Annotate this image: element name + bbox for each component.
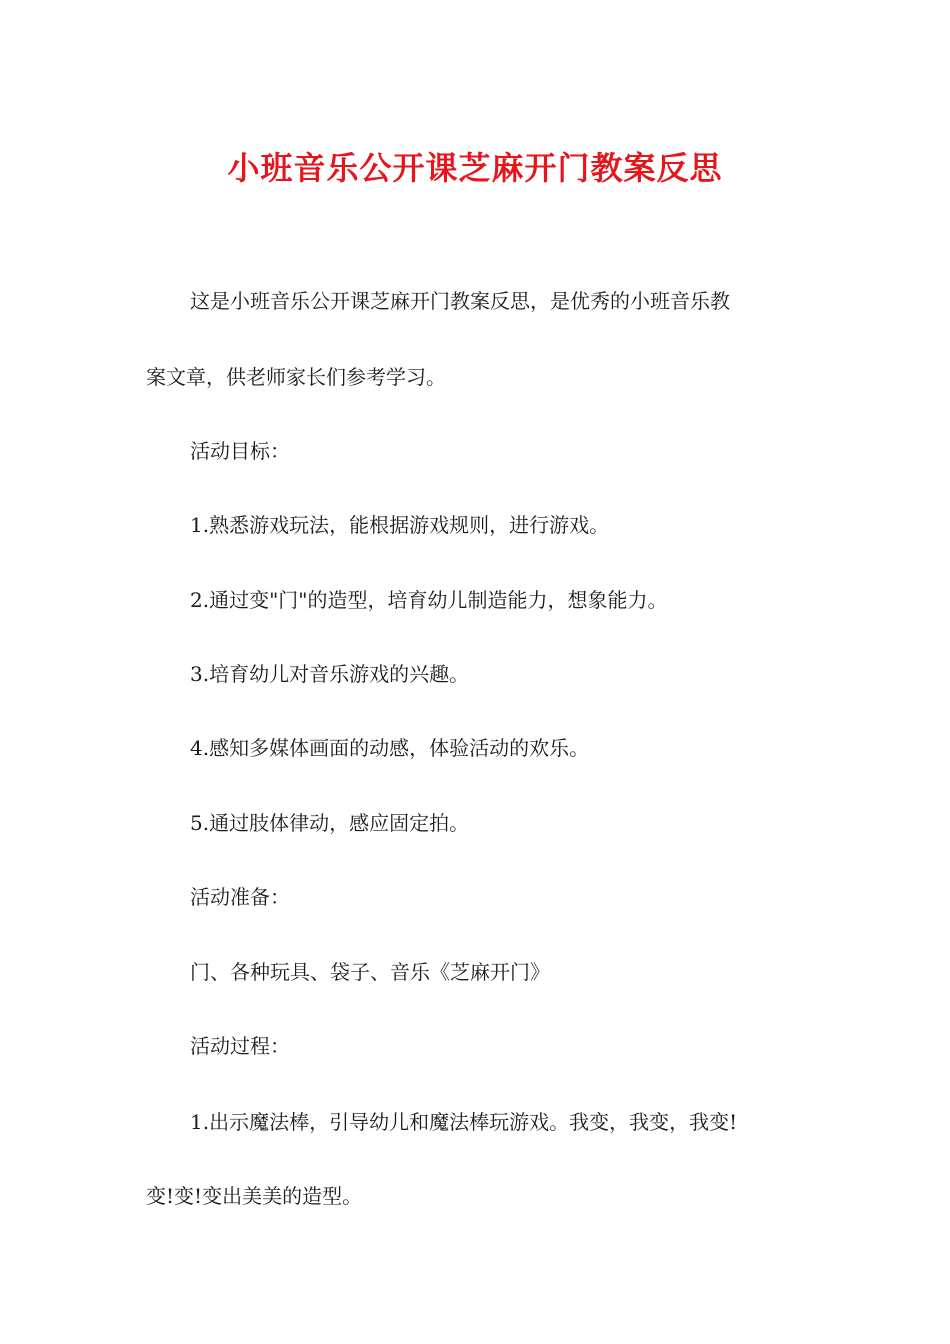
process-item-1-line-2: 变!变!变出美美的造型。	[146, 1184, 363, 1208]
preparation-text: 门、各种玩具、袋子、音乐《芝麻开门》	[190, 960, 550, 984]
section-heading-goals: 活动目标：	[190, 439, 290, 463]
paragraph-intro-line-1: 这是小班音乐公开课芝麻开门教案反思，是优秀的小班音乐教	[190, 289, 730, 313]
process-item-1-line-1: 1.出示魔法棒，引导幼儿和魔法棒玩游戏。我变，我变，我变!	[190, 1110, 738, 1134]
goal-item-3: 3.培育幼儿对音乐游戏的兴趣。	[190, 662, 470, 686]
paragraph-intro-line-2: 案文章，供老师家长们参考学习。	[146, 365, 446, 389]
document-title: 小班音乐公开课芝麻开门教案反思	[227, 149, 723, 187]
goal-item-1: 1.熟悉游戏玩法，能根据游戏规则，进行游戏。	[190, 513, 610, 537]
goal-item-4: 4.感知多媒体画面的动感，体验活动的欢乐。	[190, 736, 590, 760]
section-heading-process: 活动过程：	[190, 1034, 290, 1058]
goal-item-5: 5.通过肢体律动，感应固定拍。	[190, 811, 470, 835]
section-heading-preparation: 活动准备：	[190, 885, 290, 909]
goal-item-2: 2.通过变"门"的造型，培育幼儿制造能力，想象能力。	[190, 588, 668, 612]
